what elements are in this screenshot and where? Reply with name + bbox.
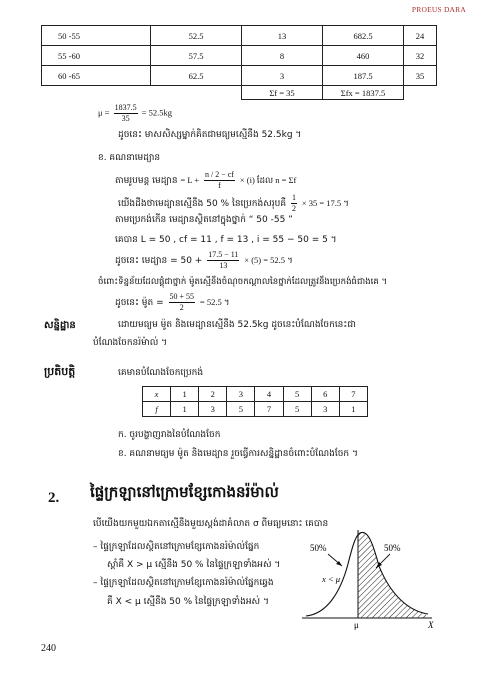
- table-cell: 6: [311, 387, 339, 402]
- mean-fraction: [114, 103, 138, 124]
- median-line-4: គេបាន L = 50 , cf = 11 , f = 13 , i = 55 − 50 = 5 ។: [115, 235, 337, 245]
- median-line-5b: × (5) = 52.5 ។: [244, 255, 293, 265]
- table-cell: 50 -55: [42, 26, 151, 46]
- section-intro: បើយើងយកមួយឯកតាស្មើនឹងមួយស្តង់ដាគំលាត σ ពីមធ្យមនោះ គេបាន: [93, 519, 329, 529]
- half-fraction: [291, 193, 297, 214]
- table-row: [42, 66, 437, 86]
- mean-result: = 52.5kg: [141, 107, 173, 118]
- header-brand: PROEUS DARA: [411, 5, 466, 14]
- total-f: Σf = 35: [242, 86, 323, 100]
- table-cell: 7: [339, 387, 367, 402]
- mode-line-2b: = 52.5 ។: [199, 297, 230, 307]
- median-result-denominator: 13: [219, 261, 228, 270]
- table-cell: 57.5: [151, 46, 242, 66]
- table-row: [143, 402, 368, 417]
- normal-curve-figure: [296, 524, 446, 632]
- conclusion-line-2: បំណែងចែកនរ៉ម៉ាល់ ។: [93, 338, 168, 348]
- right-percent-label: 50%: [384, 543, 401, 553]
- median-formula-fraction: [204, 170, 235, 191]
- table-cell: 5: [283, 402, 311, 417]
- table-row: [42, 26, 437, 46]
- total-fx: Σfx = 1837.5: [323, 86, 404, 100]
- x-header: x: [143, 387, 171, 402]
- table-cell: 52.5: [151, 26, 242, 46]
- table-cell: 1: [339, 402, 367, 417]
- table-row: [143, 387, 368, 402]
- conclusion-line-1: ដោយមធ្យម ម៉ូត និងមេដ្យានស្មើនឹង 52.5kg ដូចនេះបំណែងចែកនេះជា: [118, 320, 356, 330]
- conclusion-label: សន្និដ្ឋាន: [44, 320, 76, 331]
- median-formula-l: = L +: [180, 175, 200, 185]
- section-number: 2.: [48, 490, 60, 506]
- table-cell: 3: [199, 402, 227, 417]
- table-row: [42, 46, 437, 66]
- table-cell: 8: [242, 46, 323, 66]
- section-title: ផ្ទៃក្រឡានៅក្រោមខ្សែកោងនរ៉ម៉ាល់: [90, 483, 279, 501]
- table-cell: 2: [199, 387, 227, 402]
- median-formula-tail: × (i) ដែល n = Σf: [239, 175, 297, 185]
- mode-fraction: [169, 292, 196, 313]
- mode-line-2a: ដូចនេះ ម៉ូត =: [115, 298, 164, 308]
- median-line-2b: × 35 = 17.5 ។: [301, 198, 349, 208]
- table-cell: 5: [227, 402, 255, 417]
- mode-line-2: [115, 292, 229, 313]
- top-table: [41, 25, 437, 100]
- x-axis-label: X: [428, 620, 434, 630]
- table-cell: 3: [227, 387, 255, 402]
- median-line-2a: យើងដឹងថាមេដ្យានស្មើនឹង 50 % នៃប្រេកង់សរុបគឺ: [118, 199, 287, 209]
- bullet-1b: ស្តាំគឺ X > μ ស្មើនឹង 50 % នៃផ្ទៃក្រឡាទាំងអស់ ។: [107, 560, 281, 570]
- mean-formula: [98, 103, 172, 124]
- table-cell: 1: [171, 387, 199, 402]
- table-cell: 35: [404, 66, 437, 86]
- median-heading: ខ. គណនាមេដ្យាន: [98, 153, 161, 163]
- exercise-task-b: ខ. គណនាមធ្យម ម៉ូត និងមេដ្យាន រួចធ្វើការសន្និដ្ឋានចំពោះបំណែងចែក ។: [118, 449, 358, 459]
- page-number: 240: [41, 643, 56, 654]
- exercise-task-a: ក. ចូរបង្ហាញរាងនៃបំណែងចែក: [118, 430, 221, 440]
- mode-denominator: 2: [179, 303, 184, 312]
- mean-conclusion: ដូចនេះ មាសសិស្សម្នាក់គិតជាមធ្យមស្មើនឹង 52.5kg ។: [118, 130, 302, 140]
- exercise-intro: គេមានបំណែងចែកប្រេកង់: [118, 368, 204, 378]
- mode-line-1: ចំពោះទិន្នន័យដែលផ្គុំជាថ្នាក់ ម៉ូតស្មើនឹងចំណុចកណ្តាលនៃថ្នាក់ដែលត្រូវនឹងប្រេកង់ធំជាងគេ ។: [98, 277, 388, 287]
- table-cell: 13: [242, 26, 323, 46]
- table-cell: 62.5: [151, 66, 242, 86]
- half-numerator: 1: [291, 193, 296, 202]
- f-header: f: [143, 402, 171, 417]
- median-formula-denominator: f: [218, 181, 221, 190]
- median-line-5: [115, 250, 293, 271]
- table-cell: 682.5: [323, 26, 404, 46]
- bullet-2a: – ផ្ទៃក្រឡាដែលស្ថិតនៅក្រោមខ្សែកោងនរ៉ម៉ាល់ផ្នែកឆ្វេង: [93, 578, 274, 588]
- median-result-fraction: [207, 250, 239, 271]
- table-cell: 3: [311, 402, 339, 417]
- left-percent-label: 50%: [310, 543, 327, 553]
- table-cell: 5: [283, 387, 311, 402]
- median-line-2: [118, 193, 349, 214]
- table-cell: 460: [323, 46, 404, 66]
- table-cell: 55 -60: [42, 46, 151, 66]
- table-cell: 60 -65: [42, 66, 151, 86]
- table-cell: 24: [404, 26, 437, 46]
- median-formula: [115, 170, 296, 191]
- table-cell: 1: [171, 402, 199, 417]
- frequency-table: [142, 386, 368, 417]
- bullet-1a: – ផ្ទៃក្រឡាដែលស្ថិតនៅក្រោមខ្សែកោងនរ៉ម៉ាល់ផ្នែក: [93, 542, 260, 552]
- median-formula-label: តាមរូបមន្ត មេដ្យាន: [115, 176, 178, 186]
- median-result-numerator: 17.5 − 11: [208, 250, 239, 259]
- mu-label: μ: [354, 620, 359, 630]
- table-cell: 7: [255, 402, 283, 417]
- exercise-label: ប្រតិបត្តិ: [44, 365, 76, 378]
- bullet-2b: គឺ X < μ ស្មើនឹង 50 % នៃផ្ទៃក្រឡាទាំងអស់ ។: [107, 597, 269, 607]
- region-label: x < μ: [322, 574, 341, 584]
- table-cell: 4: [255, 387, 283, 402]
- mean-denominator: 35: [121, 114, 130, 123]
- median-line-5a: ដូចនេះ មេដ្យាន = 50 +: [115, 256, 203, 266]
- table-cell: 3: [242, 66, 323, 86]
- table-cell: 32: [404, 46, 437, 66]
- table-totals-row: [42, 86, 437, 100]
- half-denominator: 2: [291, 204, 296, 213]
- mean-numerator: 1837.5: [114, 103, 137, 112]
- median-line-3: តាមប្រេកង់កើន មេដ្យានស្ថិតនៅក្នុងថ្នាក់ “ 50 -55 ”: [115, 215, 293, 225]
- mode-numerator: 50 + 55: [169, 292, 195, 301]
- median-formula-numerator: n / 2 − cf: [205, 170, 234, 179]
- mean-symbol: μ =: [98, 107, 110, 118]
- table-cell: 187.5: [323, 66, 404, 86]
